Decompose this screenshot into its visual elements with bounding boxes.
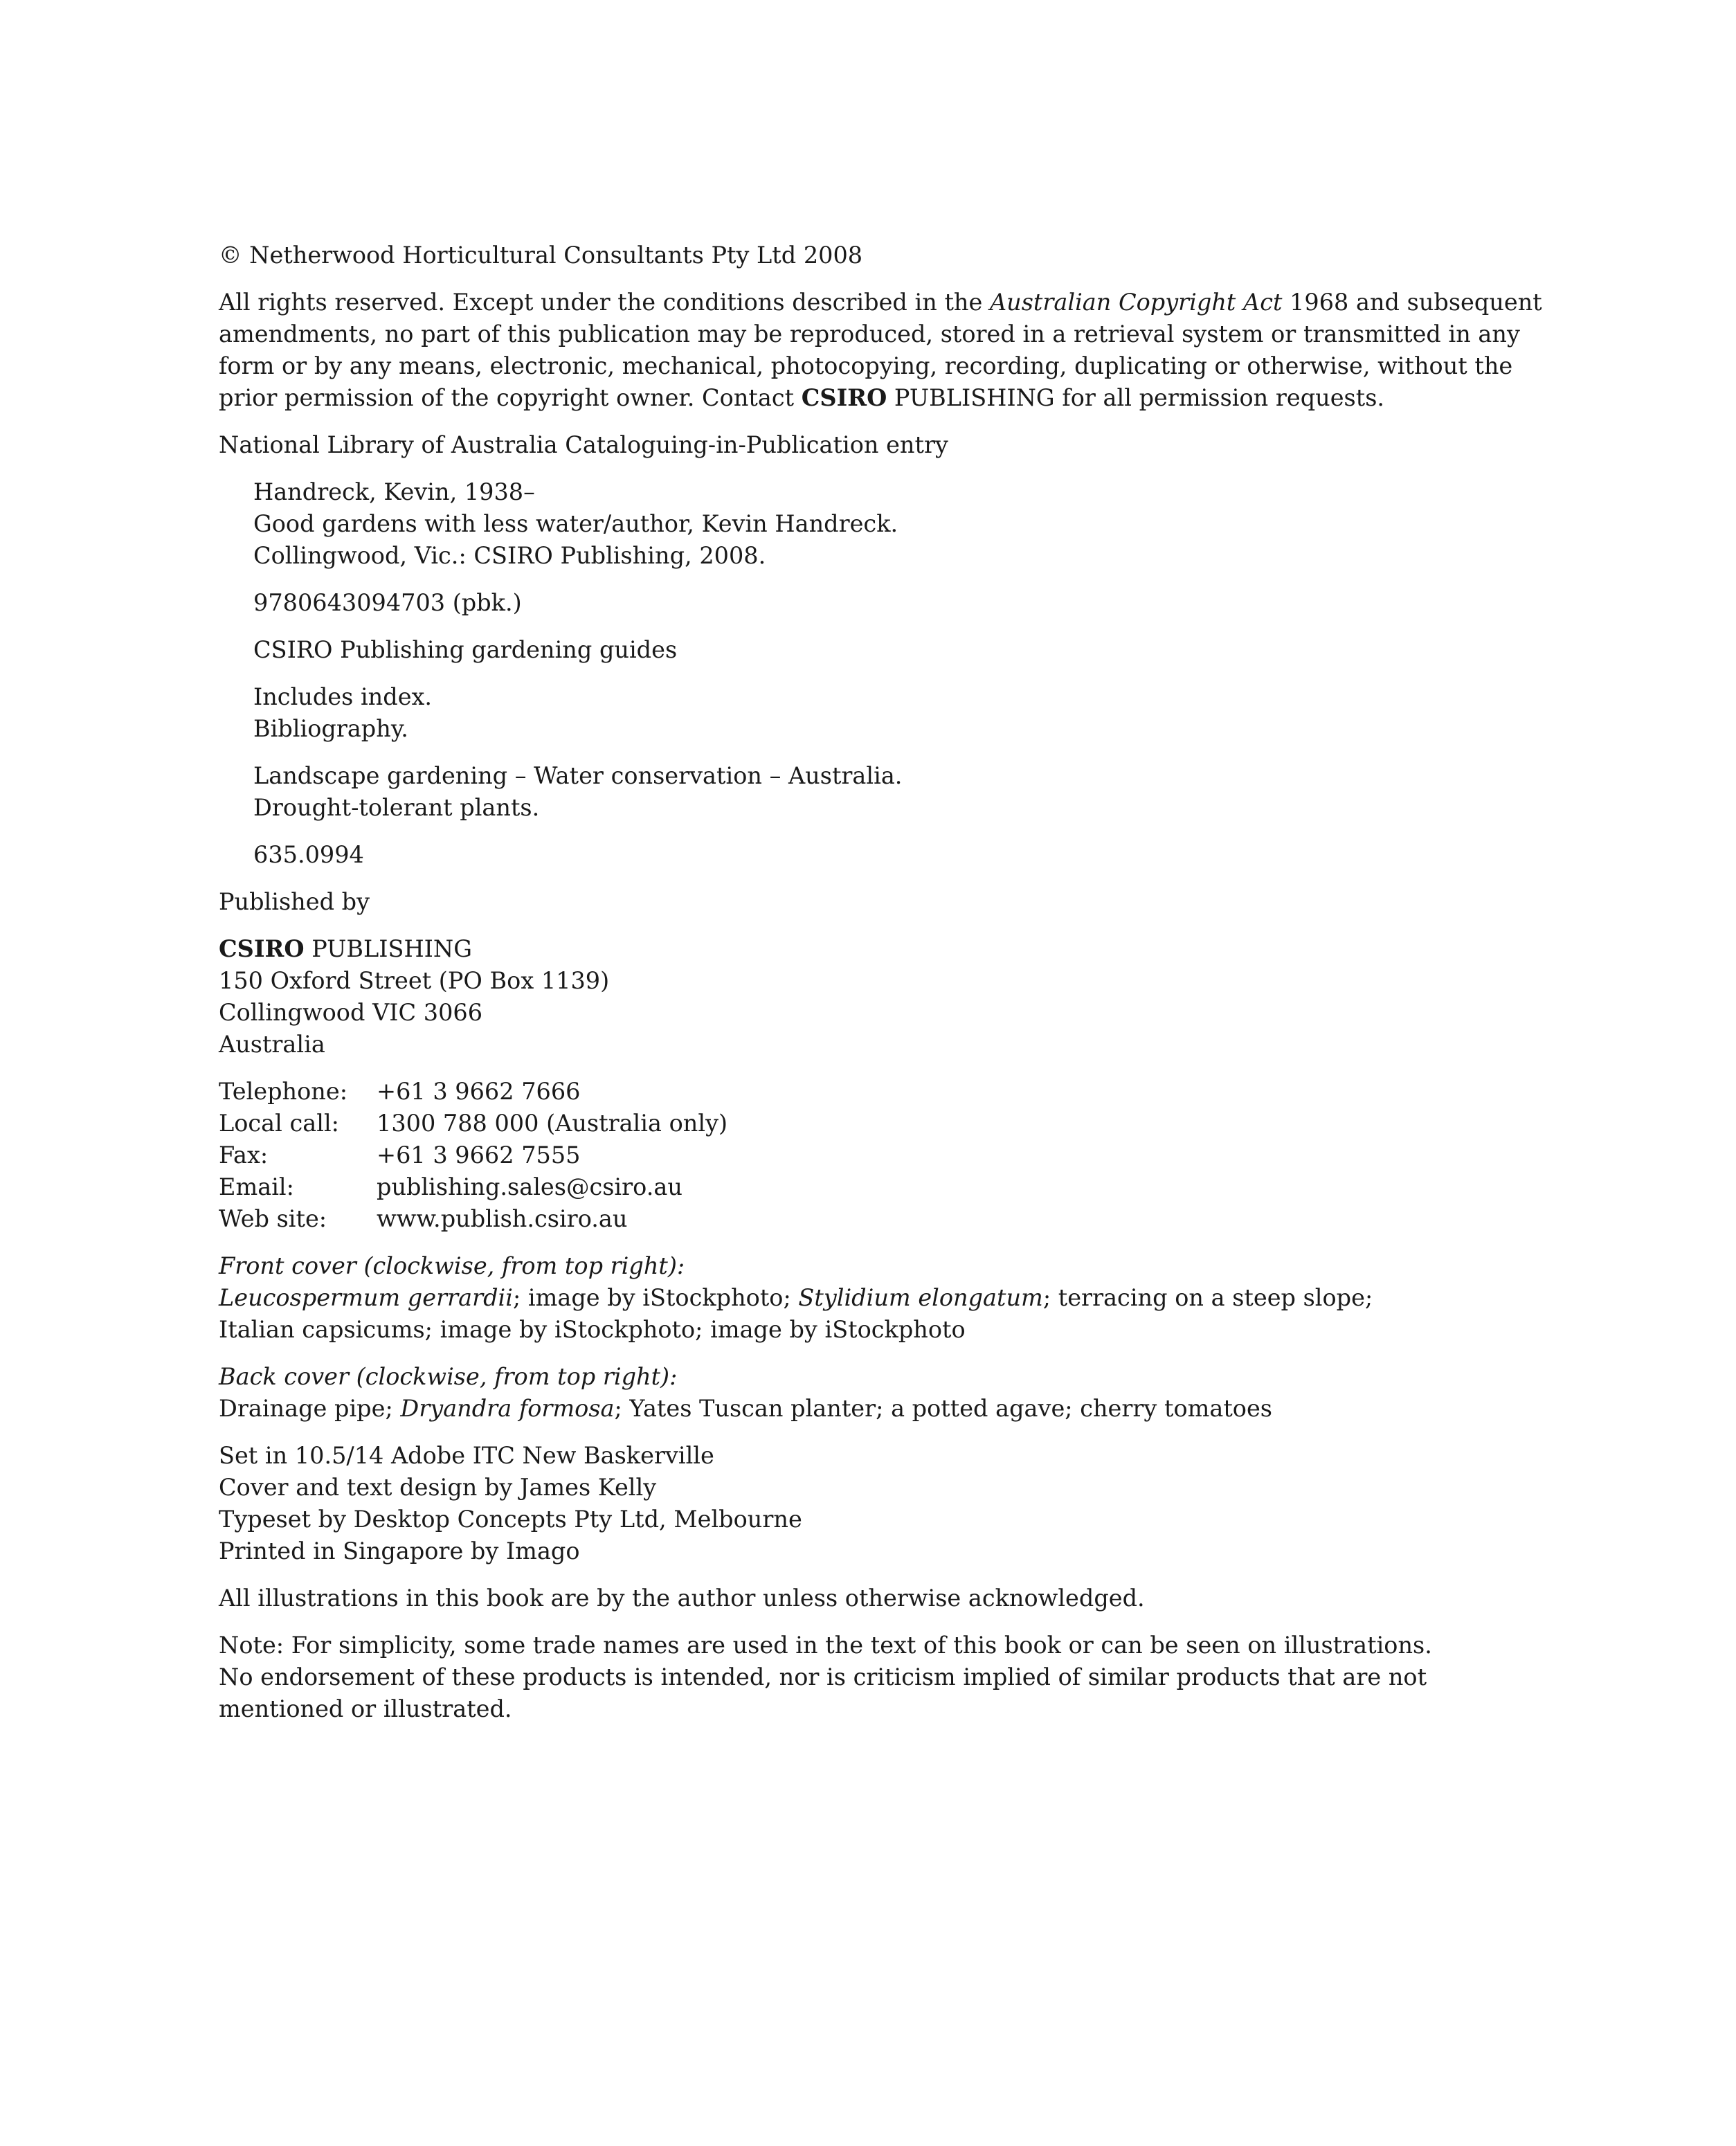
trade-names-note: Note: For simplicity, some trade names are used in the text of this book or can be seen on illustrations. No endorsement of these products is intended, nor is criticism implied of similar products that are not mentioned or illustrated. (219, 1632, 1432, 1722)
imprint-content (219, 240, 1542, 1740)
cip-subjects: Landscape gardening – Water conservation – Australia. Drought-tolerant plants. (253, 762, 903, 821)
cip-dewey: 635.0994 (253, 841, 364, 868)
contact-row-email: Email: publishing.sales@csiro.au (219, 1171, 727, 1203)
cip-heading: National Library of Australia Cataloguing-in-Publication entry (219, 431, 948, 458)
contact-row-fax: Fax: +61 3 9662 7555 (219, 1142, 581, 1169)
website-link: www.publish.csiro.au (377, 1205, 628, 1232)
rights-statement: All rights reserved. Except under the conditions described in the Australian Copyright Act 1968 and subsequent amendments, no part of this publication may be reproduced, stored in a retrieval system or transmitted in any form or by any means, electronic, mechanical, photocopying, recording, duplicating or otherwise, without the prior permission of the copyright owner. Contact CSIRO PUBLISHING for all permission requests. (219, 289, 1542, 411)
cip-notes: Includes index. Bibliography. (253, 683, 433, 742)
email-link: publishing.sales@csiro.au (377, 1173, 682, 1200)
contact-row-telephone: Telephone: +61 3 9662 7666 (219, 1078, 581, 1105)
front-cover-heading: Front cover (clockwise, from top right): (219, 1252, 685, 1279)
copyright-notice: © Netherwood Horticultural Consultants Pty Ltd 2008 (219, 242, 863, 269)
contact-details (219, 1076, 727, 1235)
front-cover-credits: Front cover (clockwise, from top right): Leucospermum gerrardii; image by iStockphoto; Stylidium elongatum; terracing on a steep slope; Italian capsicums; image by iStockphoto; image by iStockphoto (219, 1250, 1520, 1346)
back-cover-heading: Back cover (clockwise, from top right): (219, 1363, 678, 1390)
contact-row-local-call: Local call: 1300 788 000 (Australia only) (219, 1110, 728, 1137)
illustrations-note: All illustrations in this book are by the author unless otherwise acknowledged. (219, 1585, 1145, 1612)
contact-row-website: Web site: www.publish.csiro.au (219, 1203, 727, 1235)
publisher-address: CSIRO PUBLISHING 150 Oxford Street (PO Box 1139) Collingwood VIC 3066 Australia (219, 933, 1520, 1061)
act-title: Australian Copyright Act (989, 289, 1283, 316)
publisher-name: CSIRO PUBLISHING (219, 935, 472, 962)
published-by-label: Published by (219, 888, 370, 915)
production-credits: Set in 10.5/14 Adobe ITC New Baskerville Cover and text design by James Kelly Typeset by Desktop Concepts Pty Ltd, Melbourne Printed in Singapore by Imago (219, 1442, 802, 1565)
csiro-wordmark: CSIRO (801, 384, 887, 411)
cip-series: CSIRO Publishing gardening guides (253, 636, 678, 663)
cip-isbn: 9780643094703 (pbk.) (253, 589, 522, 616)
back-cover-credits: Back cover (clockwise, from top right): Drainage pipe; Dryandra formosa; Yates Tuscan planter; a potted agave; cherry tomatoes (219, 1361, 1520, 1425)
cip-main-entry: Handreck, Kevin, 1938– Good gardens with less water/author, Kevin Handreck. Collingwood, Vic.: CSIRO Publishing, 2008. (253, 478, 898, 569)
